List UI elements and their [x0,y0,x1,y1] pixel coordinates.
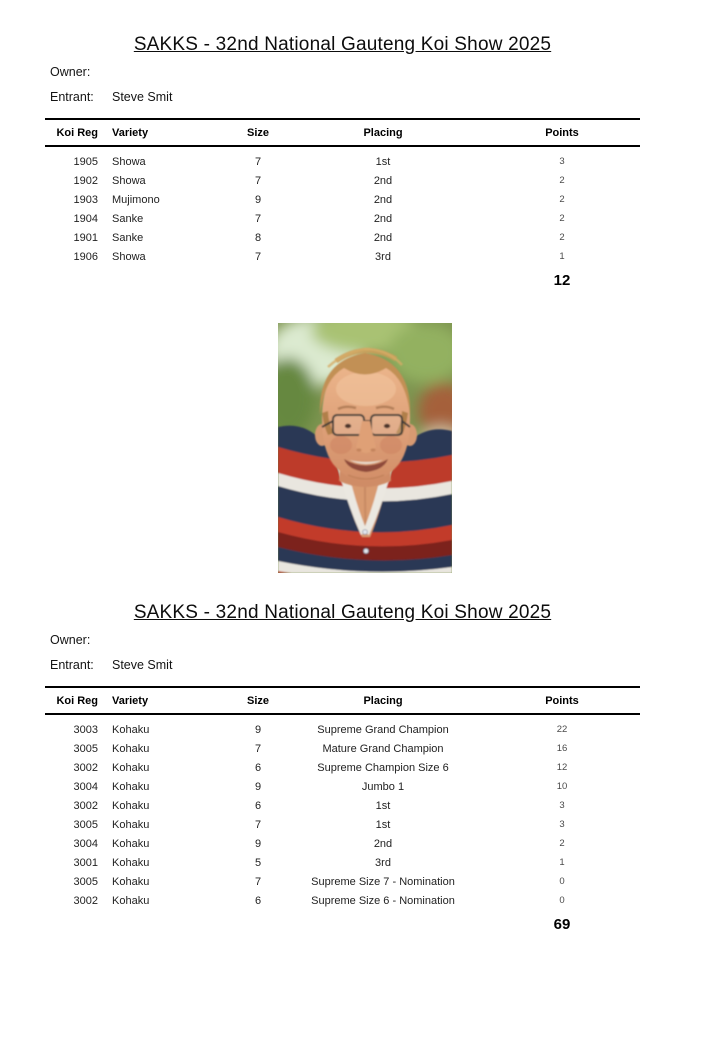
koi-reg-cell: 3005 [73,875,98,888]
koi-reg-cell: 3002 [73,799,98,812]
owner-label: Owner: [50,65,91,79]
owner-line [50,65,640,80]
placing-cell: Mature Grand Champion [322,742,444,755]
placing-cell: Supreme Size 6 - Nomination [311,894,455,907]
size-cell: 9 [254,723,262,736]
placing-cell: Supreme Champion Size 6 [317,761,449,774]
variety-cell: Sanke [112,231,144,244]
koi-reg-cell: 3002 [73,761,98,774]
points-cell: 2 [559,194,565,205]
koi-reg-cell: 1902 [73,174,98,187]
table-row [45,146,640,171]
size-cell: 7 [254,212,262,225]
table-row [45,891,640,910]
placing-cell: 1st [375,799,391,812]
placing-cell: Supreme Grand Champion [317,723,449,736]
entrant-line [50,658,640,673]
koi-reg-cell: 3002 [73,894,98,907]
points-cell: 2 [559,232,565,243]
report-section-1 [45,28,640,292]
variety-cell: Mujimono [112,193,160,206]
column-header-size: Size [246,126,269,139]
size-cell: 9 [254,780,262,793]
variety-cell: Kohaku [112,894,150,907]
table-row [45,872,640,891]
koi-reg-cell: 3005 [73,818,98,831]
table-header-row [45,687,640,714]
owner-line [50,633,640,648]
variety-cell: Kohaku [112,742,150,755]
koi-reg-cell: 1901 [73,231,98,244]
table-row [45,171,640,190]
size-cell: 7 [254,155,262,168]
variety-cell: Kohaku [112,723,150,736]
size-cell: 7 [254,174,262,187]
page-title: SAKKS - 32nd National Gauteng Koi Show 2025 [133,602,552,623]
size-cell: 8 [254,231,262,244]
koi-reg-cell: 3003 [73,723,98,736]
column-header-placing: Placing [363,694,403,707]
points-cell: 2 [559,213,565,224]
placing-cell: 2nd [373,212,393,225]
size-cell: 6 [254,761,262,774]
points-cell: 0 [559,876,565,887]
entrant-value: Steve Smit [112,658,173,672]
size-cell: 6 [254,894,262,907]
size-cell: 7 [254,875,262,888]
placing-cell: 2nd [373,193,393,206]
column-header-points: Points [545,126,579,139]
size-cell: 9 [254,837,262,850]
koi-reg-cell: 1904 [73,212,98,225]
entrant-line [50,90,640,105]
placing-cell: 3rd [375,250,391,263]
variety-cell: Kohaku [112,799,150,812]
koi-reg-cell: 3005 [73,742,98,755]
owner-label: Owner: [50,633,91,647]
points-cell: 1 [559,251,565,262]
total-row [45,910,640,936]
entrant-photo [278,323,452,573]
points-cell: 10 [556,781,568,792]
koi-reg-cell: 1905 [73,155,98,168]
variety-cell: Kohaku [112,837,150,850]
table-row [45,209,640,228]
variety-cell: Kohaku [112,761,150,774]
column-header-variety: Variety [112,126,149,139]
placing-cell: Jumbo 1 [361,780,405,793]
entrant-label: Entrant: [50,658,94,672]
placing-cell: 1st [375,818,391,831]
points-cell: 2 [559,838,565,849]
table-row [45,815,640,834]
placing-cell: 2nd [373,174,393,187]
placing-cell: 2nd [373,837,393,850]
placing-cell: Supreme Size 7 - Nomination [311,875,455,888]
column-header-koi-reg: Koi Reg [56,694,98,707]
koi-reg-cell: 1906 [73,250,98,263]
variety-cell: Showa [112,250,146,263]
size-cell: 7 [254,818,262,831]
koi-reg-cell: 3004 [73,780,98,793]
results-table [45,686,640,936]
table-row [45,834,640,853]
points-cell: 22 [556,724,568,735]
table-row [45,228,640,247]
koi-reg-cell: 1903 [73,193,98,206]
variety-cell: Showa [112,155,146,168]
size-cell: 5 [254,856,262,869]
page-title: SAKKS - 32nd National Gauteng Koi Show 2025 [133,34,552,55]
decorative-blue-band-bottom [0,996,720,1040]
column-header-size: Size [246,694,269,707]
results-table [45,118,640,292]
points-cell: 3 [559,819,565,830]
column-header-koi-reg: Koi Reg [56,126,98,139]
koi-reg-cell: 3004 [73,837,98,850]
variety-cell: Kohaku [112,818,150,831]
size-cell: 7 [254,742,262,755]
points-cell: 3 [559,156,565,167]
points-cell: 16 [556,743,568,754]
placing-cell: 1st [375,155,391,168]
variety-cell: Kohaku [112,875,150,888]
size-cell: 9 [254,193,262,206]
koi-reg-cell: 3001 [73,856,98,869]
size-cell: 6 [254,799,262,812]
variety-cell: Showa [112,174,146,187]
points-cell: 1 [559,857,565,868]
points-cell: 12 [556,762,568,773]
entrant-value: Steve Smit [112,90,173,104]
table-row [45,796,640,815]
table-row [45,853,640,872]
table-row [45,247,640,266]
points-cell: 2 [559,175,565,186]
table-row [45,714,640,739]
total-points: 69 [553,915,571,933]
table-row [45,758,640,777]
size-cell: 7 [254,250,262,263]
table-row [45,777,640,796]
entrant-label: Entrant: [50,90,94,104]
variety-cell: Kohaku [112,856,150,869]
placing-cell: 2nd [373,231,393,244]
total-row [45,266,640,292]
column-header-placing: Placing [363,126,403,139]
report-section-2 [45,596,640,936]
variety-cell: Kohaku [112,780,150,793]
table-header-row [45,119,640,146]
points-cell: 0 [559,895,565,906]
total-points: 12 [553,271,571,289]
placing-cell: 3rd [375,856,391,869]
table-row [45,739,640,758]
column-header-variety: Variety [112,694,149,707]
variety-cell: Sanke [112,212,144,225]
points-cell: 3 [559,800,565,811]
table-row [45,190,640,209]
column-header-points: Points [545,694,579,707]
